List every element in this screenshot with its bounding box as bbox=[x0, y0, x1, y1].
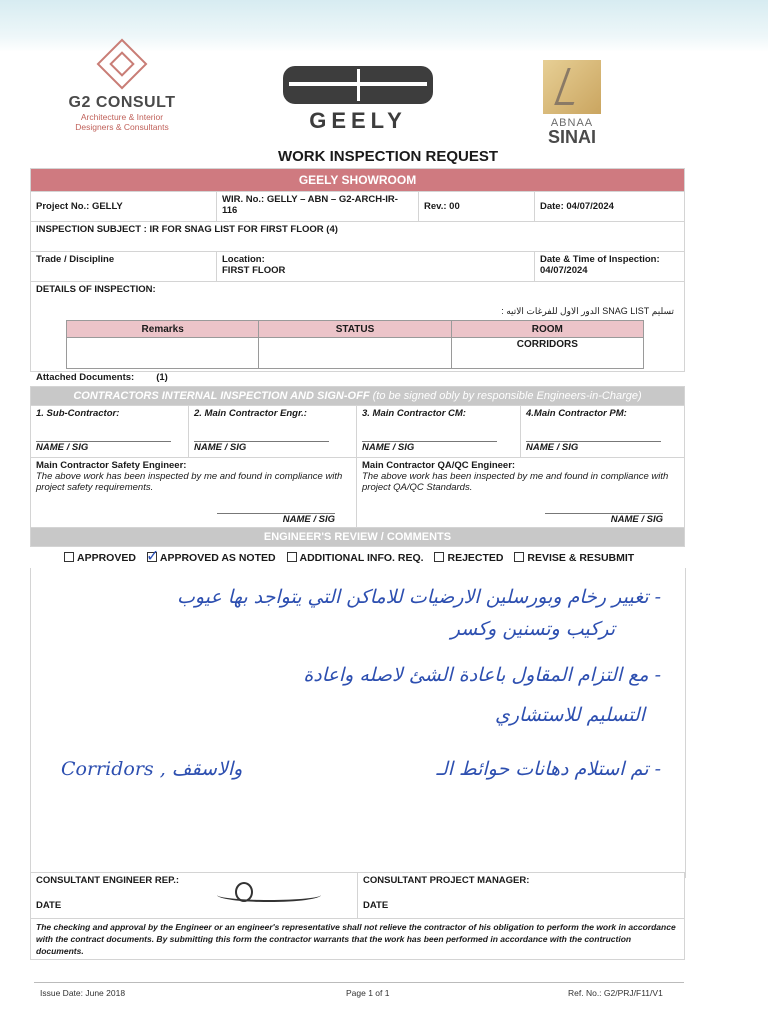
footer-divider bbox=[34, 982, 684, 983]
g2-emblem-icon bbox=[97, 39, 148, 90]
safety-engineer-title: Main Contractor Safety Engineer: bbox=[36, 460, 187, 471]
option-approved-label: APPROVED bbox=[77, 552, 136, 564]
inspection-form bbox=[28, 8, 748, 1008]
request-date: Date: 04/07/2024 bbox=[535, 192, 685, 222]
sub-contractor-label: 1. Sub-Contractor: bbox=[36, 408, 120, 419]
checkbox-icon[interactable] bbox=[64, 552, 74, 562]
qaqc-engineer-cell bbox=[357, 458, 685, 528]
comment-line-3: - مع التزام المقاول باعادة الشئ لاصله واعادة bbox=[303, 664, 661, 686]
g2-tagline-1: Architecture & Interior bbox=[80, 112, 164, 122]
comment-line-4: التسليم للاستشاري bbox=[494, 704, 645, 726]
main-contractor-engr-cell bbox=[189, 406, 357, 458]
main-contractor-pm-label: 4.Main Contractor PM: bbox=[526, 408, 627, 419]
option-rejected[interactable] bbox=[434, 552, 503, 564]
handwritten-signature bbox=[213, 882, 333, 908]
signature-line bbox=[194, 419, 329, 442]
signature-line bbox=[545, 493, 663, 514]
project-no: Project No.: GELLY bbox=[31, 192, 217, 222]
comment-line-2: تركيب وتسنين وكسر bbox=[450, 618, 615, 640]
contractors-band-title: CONTRACTORS INTERNAL INSPECTION AND SIGN-OFF bbox=[73, 390, 370, 402]
signature-line bbox=[217, 493, 335, 514]
status-header: STATUS bbox=[259, 321, 451, 338]
signature-line bbox=[36, 419, 171, 442]
name-sig-label: NAME / SIG bbox=[36, 442, 89, 453]
footer-issue-date: Issue Date: June 2018 bbox=[40, 988, 126, 998]
safety-engineer-cell bbox=[31, 458, 357, 528]
consultant-pm-label: CONSULTANT PROJECT MANAGER: bbox=[363, 875, 530, 886]
abnaa-sinai-logo bbox=[540, 60, 604, 145]
rev-no: Rev.: 00 bbox=[419, 192, 535, 222]
handwritten-check-icon: ✓ bbox=[146, 548, 160, 565]
sinai-emblem-icon bbox=[543, 60, 601, 114]
qaqc-signature bbox=[362, 493, 679, 525]
name-sig-label: NAME / SIG bbox=[526, 442, 579, 453]
contractors-band bbox=[31, 387, 685, 406]
main-contractor-cm-cell bbox=[357, 406, 521, 458]
inspection-datetime: Date & Time of Inspection: 04/07/2024 bbox=[535, 252, 685, 282]
form-title: WORK INSPECTION REQUEST bbox=[277, 148, 498, 165]
comment-line-5: - تم استلام دهانات حوائط الـ bbox=[436, 758, 661, 780]
name-sig-label: NAME / SIG bbox=[610, 514, 663, 525]
trade-discipline: Trade / Discipline bbox=[31, 252, 217, 282]
attached-label: Attached Documents: bbox=[36, 372, 135, 383]
g2-name: G2 CONSULT bbox=[68, 94, 176, 111]
consultant-pm-cell bbox=[358, 873, 685, 919]
showroom-band: GEELY SHOWROOM bbox=[31, 169, 685, 192]
option-additional-info-label: ADDITIONAL INFO. REQ. bbox=[299, 552, 424, 564]
main-contractor-cm-label: 3. Main Contractor CM: bbox=[362, 408, 466, 419]
name-sig-label: NAME / SIG bbox=[362, 442, 415, 453]
checkbox-icon[interactable] bbox=[514, 552, 524, 562]
consultant-rep-date: DATE bbox=[36, 900, 62, 911]
main-contractor-engr-label: 2. Main Contractor Engr.: bbox=[194, 408, 307, 419]
consultant-pm-date: DATE bbox=[363, 900, 389, 911]
geely-name: GEELY bbox=[309, 108, 407, 133]
attached-documents bbox=[36, 372, 168, 383]
safety-signature bbox=[36, 493, 351, 525]
name-sig-label: NAME / SIG bbox=[194, 442, 247, 453]
snag-list-note: تسليم SNAG LIST الدور الاول للفرغات الاتيه : bbox=[501, 306, 674, 316]
name-sig-label: NAME / SIG bbox=[282, 514, 335, 525]
location-value: FIRST FLOOR bbox=[222, 265, 286, 276]
option-approved-as-noted[interactable] bbox=[147, 552, 276, 564]
attached-count: (1) bbox=[156, 372, 168, 383]
option-approved[interactable] bbox=[64, 552, 136, 564]
location-label: Location: bbox=[222, 254, 265, 265]
safety-engineer-text: The above work has been inspected by me and found in compliance with project safety requirements. bbox=[36, 471, 343, 493]
g2-tagline-2: Designers & Consultants bbox=[75, 122, 169, 132]
engineer-comments bbox=[30, 568, 686, 878]
sinai-line2: SINAI bbox=[547, 127, 596, 147]
review-band: ENGINEER'S REVIEW / COMMENTS bbox=[31, 528, 685, 547]
option-additional-info[interactable] bbox=[287, 552, 424, 564]
sinai-line1: ABNAA bbox=[550, 117, 594, 129]
inspection-subject: INSPECTION SUBJECT : IR FOR SNAG LIST FOR FIRST FLOOR (4) bbox=[31, 222, 685, 252]
remarks-table bbox=[66, 320, 644, 369]
location-cell bbox=[217, 252, 535, 282]
geely-logo bbox=[278, 66, 438, 134]
wir-no: WIR. No.: GELLY – ABN – G2-ARCH-IR-116 bbox=[217, 192, 419, 222]
signature-line bbox=[526, 419, 661, 442]
remarks-header: Remarks bbox=[67, 321, 259, 338]
consultant-table bbox=[30, 872, 685, 960]
details-of-inspection: DETAILS OF INSPECTION: bbox=[31, 282, 685, 372]
signature-line bbox=[362, 419, 497, 442]
option-revise-resubmit-label: REVISE & RESUBMIT bbox=[527, 552, 635, 564]
option-revise-resubmit[interactable] bbox=[514, 552, 634, 564]
qaqc-engineer-text: The above work has been inspected by me and found in compliance with project QA/QC Standards. bbox=[362, 471, 669, 493]
contractors-table bbox=[30, 386, 685, 547]
sub-contractor-cell bbox=[31, 406, 189, 458]
disclaimer: The checking and approval by the Engineer or an engineer's representative shall not relieve the contractor of his obligation to perform the work in accordance with the contract documents. By submitting this form the contractor warrants that the work has been performed in accordance with the contruction documents. bbox=[31, 919, 685, 960]
geely-emblem-icon bbox=[283, 66, 433, 104]
contractors-band-note: (to be signed obly by responsible Engineers-in-Charge) bbox=[372, 390, 642, 402]
comment-line-1: - تغيير رخام وبورسلين الارضيات للاماكن التي يتواجد بها عيوب bbox=[176, 586, 661, 608]
footer-ref: Ref. No.: G2/PRJ/F11/V1 bbox=[568, 988, 663, 998]
g2-consult-logo bbox=[62, 46, 182, 132]
remarks-cell bbox=[67, 338, 259, 369]
option-approved-as-noted-label: APPROVED AS NOTED bbox=[159, 552, 276, 564]
room-cell: CORRIDORS bbox=[451, 338, 643, 369]
status-cell bbox=[259, 338, 451, 369]
main-contractor-pm-cell bbox=[521, 406, 685, 458]
option-rejected-label: REJECTED bbox=[447, 552, 504, 564]
room-header: ROOM bbox=[451, 321, 643, 338]
qaqc-engineer-title: Main Contractor QA/QC Engineer: bbox=[362, 460, 516, 471]
consultant-rep-label: CONSULTANT ENGINEER REP.: bbox=[36, 875, 180, 886]
checkbox-icon[interactable] bbox=[434, 552, 444, 562]
comment-line-5-latin: Corridors , والاسقف bbox=[61, 758, 243, 780]
checkbox-icon[interactable] bbox=[287, 552, 297, 562]
footer-page: Page 1 of 1 bbox=[346, 988, 390, 998]
